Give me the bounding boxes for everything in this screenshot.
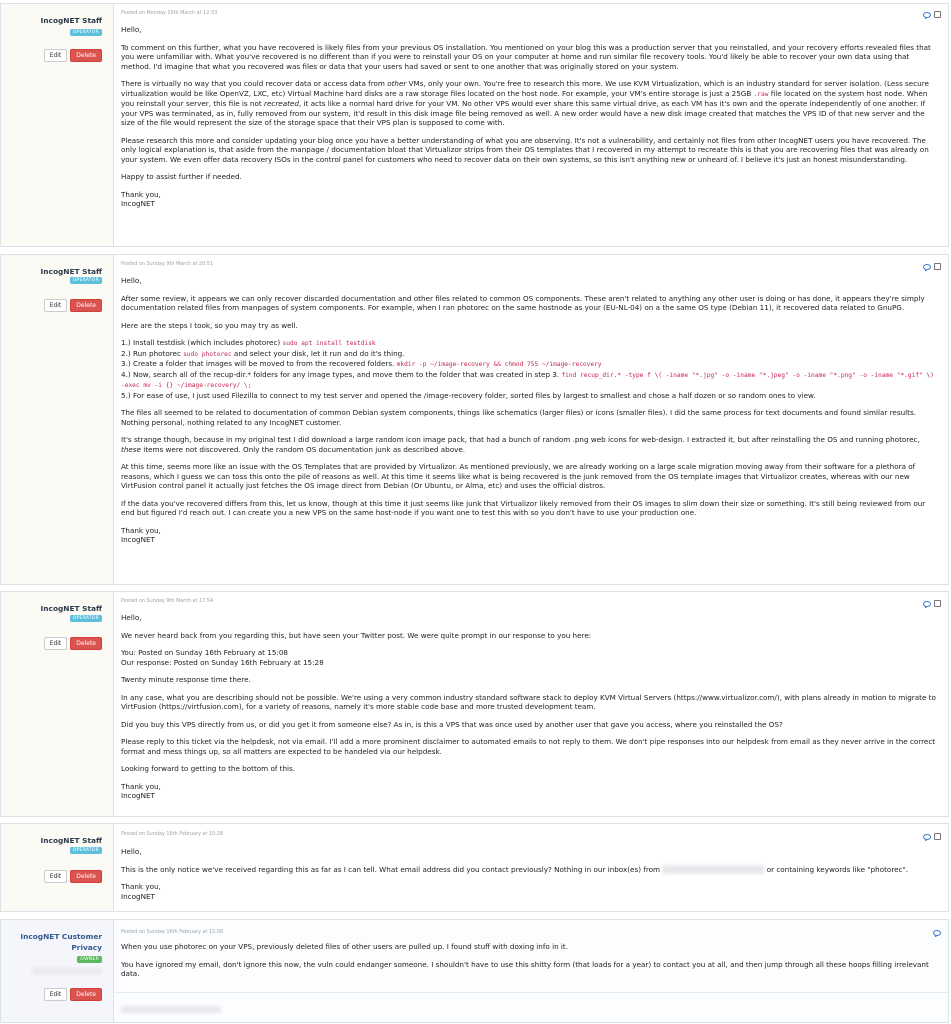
paragraph: Hello, [121,25,142,34]
post-body [121,942,940,987]
edit-button[interactable]: Edit [44,988,68,1001]
paragraph: After some review, it appears we can only recover discarded documentation and other files related to common OS components. These aren't related to anything any other user is doing or has done, it appears they're simply documentation related files from manpages of system components. For example, when I ran photorec on the same hostnode as your (EU-NL-04) on a the same OS type (Debian 11), it recovered data related to GnuPG. [121,293,925,312]
paragraph: When you use photorec on your VPS, previously deleted files of other users are pulled up. I found stuff with doxing info in it. [121,942,569,951]
edit-button[interactable]: Edit [44,299,68,312]
paragraph: The files all seemed to be related to documentation of common Debian system components, things like schematics (larger files) or icons (smaller files). I did the same process for text documents and found similar results. Nothing personal, nothing related to any IncogNET customer. [121,408,916,427]
virtfusion-link[interactable]: https://virtfusion.com [161,702,239,711]
divider [114,992,948,993]
author-name: IncogNET Staff [40,604,102,613]
signoff: Thank you, IncogNET [121,781,161,800]
role-badge: OPERATOR [70,277,102,284]
ticket-message [0,919,949,1023]
ticket-reply [0,3,949,247]
paragraph: Happy to assist further if needed. [121,172,242,181]
paragraph: Hello, [121,276,142,285]
redacted-info [32,968,102,974]
inline-code: mkdir -p ~/image-recovery && chmod 755 ~/image-recovery [396,361,602,368]
edit-button[interactable]: Edit [44,870,68,883]
paragraph: You: Posted on Sunday 16th February at 15:08 Our response: Posted on Sunday 16th February at 15:28 [121,648,324,667]
paragraph: Please reply to this ticket via the helpdesk, not via email. I'll add a more prominent disclaimer to automated emails to not reply to them. We don't pipe responses into our helpdesk from email as they never arrive in the correct format and mess things up, so all matters are expected to be handeled via our helpdesk. [121,737,936,756]
signoff: Thank you, IncogNET [121,525,161,544]
paragraph: It's strange though, because in my original test I did download a large random icon image pack, that had a bunch of random .png web icons for web-design. I extracted it, but after reinstalling the OS and running photorec, these items were not discovered. Only the random OS documentation junk as described above. [121,435,920,454]
post-body [121,613,940,801]
paragraph: Please research this more and consider updating your blog once you have a better understanding of what you are observing. It's not a vulnerability, and certainly not files from other IncogNET users you have recovered. The only logical explanation is, that aside from the manpage / documentation bloat that Virtualizor strips from their OS templates that I recovered in my attempt to recreate this is that you are recovering files that was already on your system. We even offer data recovery ISOs in the control panel for customers who need to recover data on their own systems, so this isn't anything new or unheard of. I believe it's just an honest misunderstanding. [121,135,929,164]
paragraph: In any case, what you are describing should not be possible. We're using a very common industry standard software stack to deploy KVM Virtual Servers (https://www.virtualizor.com/), with plans already in motion to migrate to VirtFusion (https://virtfusion.com), for a variety of reasons, namely it's more stable code base and more trusted development team. [121,692,936,711]
quote-icon[interactable] [923,12,931,18]
paragraph: You have ignored my email, don't ignore this now, the vuln could endanger someone. I shouldn't have to use this shitty form (that loads for a year) to contact you at all, and then jump through all these hoops filling irrelevant data. [121,959,929,978]
paragraph: Twenty minute response time there. [121,675,251,684]
paragraph: At this time, seems more like an issue with the OS Templates that are provided by Virtualizor. As mentioned previously, we are already working on a large scale migration moving away from their software for a plethora of reasons, which I guess we can toss this onto the pile of reasons as well. At this time it seems like what is being recovered is the junk removed from the OS template images that Virtualizor creates, whereas with our new VirtFusion control panel it actually just fetches the OS image direct from Debian (Or Ubuntu, or Alma, etc) and uses the official distros. [121,462,916,490]
quote-icon[interactable] [933,930,941,936]
paragraph: We never heard back from you regarding this, but have seen your Twitter post. We were quite prompt in our response to you here: [121,630,592,640]
delete-button[interactable]: Delete [70,49,102,62]
redacted-email [662,865,764,875]
signoff: Thank you, IncogNET [121,882,161,901]
paragraph: Looking forward to getting to the bottom of this. [121,764,296,773]
paragraph: This is the only notice we've received regarding this as far as I can tell. What email address did you contact previously? Nothing in our inbox(es) from or containing keywords like "photorec". [121,864,909,874]
paragraph: Here are the steps I took, so you may try as well. [121,320,298,330]
paragraph: Hello, [121,847,142,856]
select-checkbox[interactable] [934,833,941,840]
edit-button[interactable]: Edit [44,49,68,62]
inline-code: .raw [753,90,769,98]
post-timestamp: Posted on Sunday 9th March at 20:51 [121,261,214,267]
quote-icon[interactable] [923,834,931,840]
reply-author-panel [1,4,114,246]
paragraph: To comment on this further, what you have recovered is likely files from your previous OS installation. You mentioned on your blog this was a production server that you reinstalled, and your recovery efforts revealed files that you were unfamiliar with. What you've recovered is no different than if you were to reinstall your OS on your computer at home and run similar file recovery tools. You'd likely be able to recover your own data using that method. I'd imagine that what you recovered was files or data that your users had saved or sent to one another that was originally stored on your system. [121,42,931,71]
role-badge: OPERATOR [70,615,102,622]
role-badge: OPERATOR [70,29,102,36]
select-checkbox[interactable] [934,263,941,270]
select-checkbox[interactable] [934,600,941,607]
post-timestamp: Posted on Sunday 9th March at 17:54 [121,598,214,604]
post-timestamp: Posted on Sunday 16th February at 15:08 [121,929,223,935]
role-badge: OPERATOR [70,847,102,854]
author-name: IncogNET Staff [40,267,102,276]
virtualizor-link[interactable]: https://www.virtualizor.com/ [676,692,777,702]
reply-author-panel [1,592,114,816]
edit-button[interactable]: Edit [44,637,68,650]
paragraph: There is virtually no way that you could recover data or access data from other VMs, only your own. You're free to research this more. We use KVM Virtualization, which is an industry standard for server isolation. (Less secure virtualization would be like OpenVZ, LXC, etc) Virtual Machine hard disks are a raw storage files located on the host node. For example, your VM's entire storage is just a 25GB .raw file located on the system host node. When you reinstall your server, this file is not recreated, it acts like a normal hard drive for your VM. No other VPS would ever share this same virtual drive, as each VM has it's own and the operate independently of one another. If your VPS was terminated, as in, fully removed from our system, it'd result in this disk image file being removed as well. A new order would have a new disk image created that matches the VPS ID of that new server and the size of the file would represent the size of the storage space that their VPS plan is supposed to come with. [121,79,929,127]
post-timestamp: Posted on Sunday 16th February at 15:28 [121,831,223,837]
steps-list: 1.) Install testdisk (which includes photorec) sudo apt install testdisk 2.) Run photorec sudo photorec and select your disk, let it run and do it's thing. 3.) Create a folder that images will be moved to from the recovered folders. mkdir -p ~/image-recovery && chmod 755 ~/image-recovery 4.) Now, search all of the recup-dir.* folders for any image types, and move them to the folder that was created in step 3. find recup_dir.* -type f \( -iname "*.jpg" -o -iname "*.jpeg" -o -iname "*.png" -o -iname "*.gif" \) -exec mv -i {} ~/image-recovery/ \; 5.) For ease of use, I just used Filezilla to connect to my test server and opened the /image-recovery folder, sorted files by largest to smallest and chose a half dozen or so random ones to view. [121,338,934,400]
delete-button[interactable]: Delete [70,988,102,1001]
author-name: IncogNET Staff [40,16,102,25]
author-name: IncogNET Customer Privacy [20,932,102,952]
quote-icon[interactable] [923,601,931,607]
reply-author-panel [1,255,114,584]
paragraph: If the data you've recovered differs from this, let us know, though at this time it just seems like junk that Virtualizor likely removed from their OS images to slim down their size or something. It's still being reviewed from our end but figured I'd reach out. I can create you a new VPS on the same host-node if you want one to test this with so you don't have to use your production one. [121,498,926,517]
select-checkbox[interactable] [934,11,941,18]
paragraph: Did you buy this VPS directly from us, or did you get it from someone else? As in, is this a VPS that was once used by another user that gave you access, where you reinstalled the OS? [121,719,783,729]
paragraph: Hello, [121,613,142,622]
ticket-reply [0,591,949,817]
delete-button[interactable]: Delete [70,870,102,883]
post-timestamp: Posted on Monday 10th March at 12:33 [121,10,218,16]
post-body [121,276,940,545]
inline-code: sudo apt install testdisk [282,340,376,347]
quote-icon[interactable] [923,264,931,270]
reply-author-panel [1,920,114,1022]
reply-author-panel [1,824,114,911]
redacted-attachment [121,1006,221,1013]
signoff: Thank you, IncogNET [121,189,161,208]
post-body [121,25,940,209]
delete-button[interactable]: Delete [70,299,102,312]
role-badge: OWNER [77,956,102,963]
ticket-reply [0,254,949,585]
ticket-reply [0,823,949,912]
delete-button[interactable]: Delete [70,637,102,650]
inline-code: find recup_dir.* -type f \( -iname "*.jpg" -o -iname "*.jpeg" -o -iname "*.png" -o -iname "*.gif" \) -exec mv -i {} ~/image-recovery/ \; [121,371,934,389]
inline-code: sudo photorec [183,350,232,358]
author-name: IncogNET Staff [40,836,102,845]
post-body [121,847,940,901]
